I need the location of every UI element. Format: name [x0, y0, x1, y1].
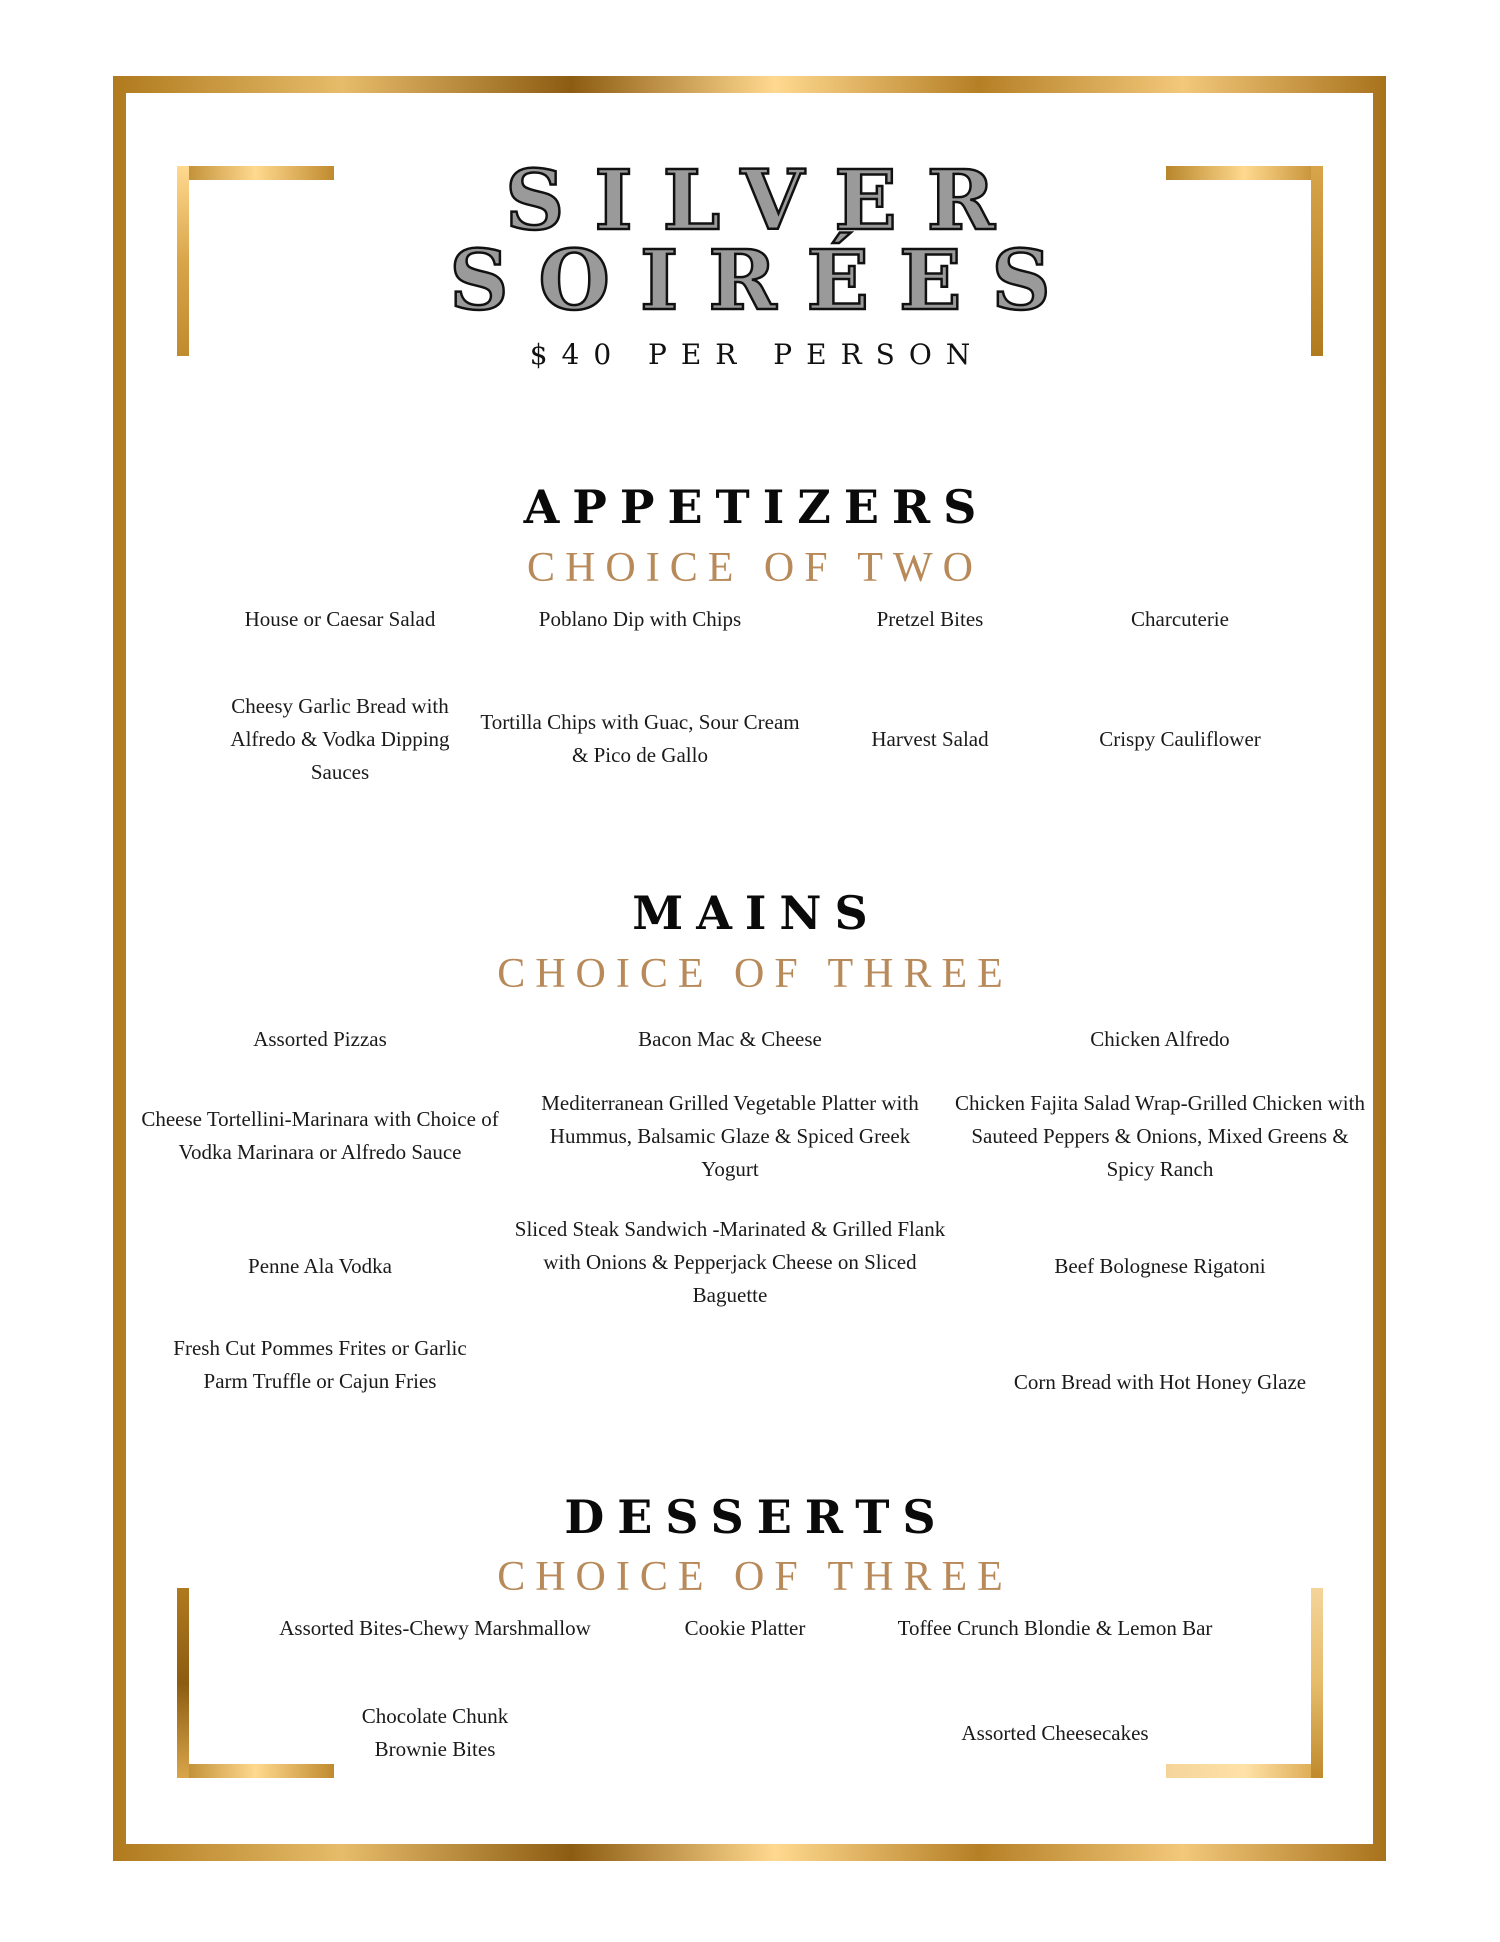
- desserts-subheading: CHOICE OF THREE: [497, 1554, 1013, 1600]
- menu-item: Toffee Crunch Blondie & Lemon Bar: [897, 1616, 1213, 1640]
- menu-item: Assorted Cheesecakes: [961, 1721, 1149, 1745]
- corner-bracket-top-left: [177, 166, 334, 356]
- menu-item: Pretzel Bites: [876, 607, 984, 631]
- appetizers-heading: APPETIZERS: [523, 480, 990, 534]
- menu-item: House or Caesar Salad: [244, 607, 436, 631]
- menu-item: Corn Bread with Hot Honey Glaze: [1013, 1370, 1307, 1394]
- menu-item: Bacon Mac & Cheese: [638, 1027, 822, 1051]
- menu-item: Chocolate Chunk Brownie Bites: [361, 1704, 509, 1761]
- menu-item: Fresh Cut Pommes Frites or Garlic Parm Truffle or Cajun Fries: [173, 1336, 467, 1393]
- appetizers-subheading: CHOICE OF TWO: [527, 545, 983, 591]
- menu-item: Cookie Platter: [684, 1616, 806, 1640]
- menu-item: Tortilla Chips with Guac, Sour Cream & Pico de Gallo: [480, 710, 800, 767]
- desserts-heading: DESSERTS: [564, 1490, 949, 1544]
- menu-item: Crispy Cauliflower: [1099, 727, 1261, 751]
- menu-item: Cheesy Garlic Bread with Alfredo & Vodka Dipping Sauces: [230, 694, 450, 784]
- menu-item: Sliced Steak Sandwich -Marinated & Grilled Flank with Onions & Pepperjack Cheese on Sliced Baguette: [514, 1217, 946, 1307]
- menu-title-line1: SILVER: [505, 153, 1025, 249]
- menu-item: Assorted Pizzas: [253, 1027, 387, 1051]
- menu-item: Chicken Alfredo: [1090, 1027, 1230, 1051]
- mains-subheading: CHOICE OF THREE: [497, 951, 1013, 997]
- menu-title-line2: SOIRÉES: [449, 233, 1081, 329]
- mains-heading: MAINS: [632, 886, 881, 940]
- corner-bracket-top-right: [1166, 166, 1323, 356]
- menu-item: Harvest Salad: [871, 727, 989, 751]
- menu-item: Cheese Tortellini-Marinara with Choice of Vodka Marinara or Alfredo Sauce: [141, 1107, 499, 1164]
- menu-item: Poblano Dip with Chips: [538, 607, 742, 631]
- menu-item: Charcuterie: [1131, 607, 1229, 631]
- menu-item: Beef Bolognese Rigatoni: [1054, 1254, 1266, 1278]
- menu-item: Assorted Bites-Chewy Marshmallow: [279, 1616, 591, 1640]
- menu-item: Mediterranean Grilled Vegetable Platter with Hummus, Balsamic Glaze & Spiced Greek Yogurt: [541, 1091, 919, 1181]
- menu-item: Chicken Fajita Salad Wrap-Grilled Chicken with Sauteed Peppers & Onions, Mixed Greens & Spicy Ranch: [955, 1091, 1365, 1181]
- menu-item: Penne Ala Vodka: [248, 1254, 392, 1278]
- price-per-person: $40 PER PERSON: [529, 338, 985, 371]
